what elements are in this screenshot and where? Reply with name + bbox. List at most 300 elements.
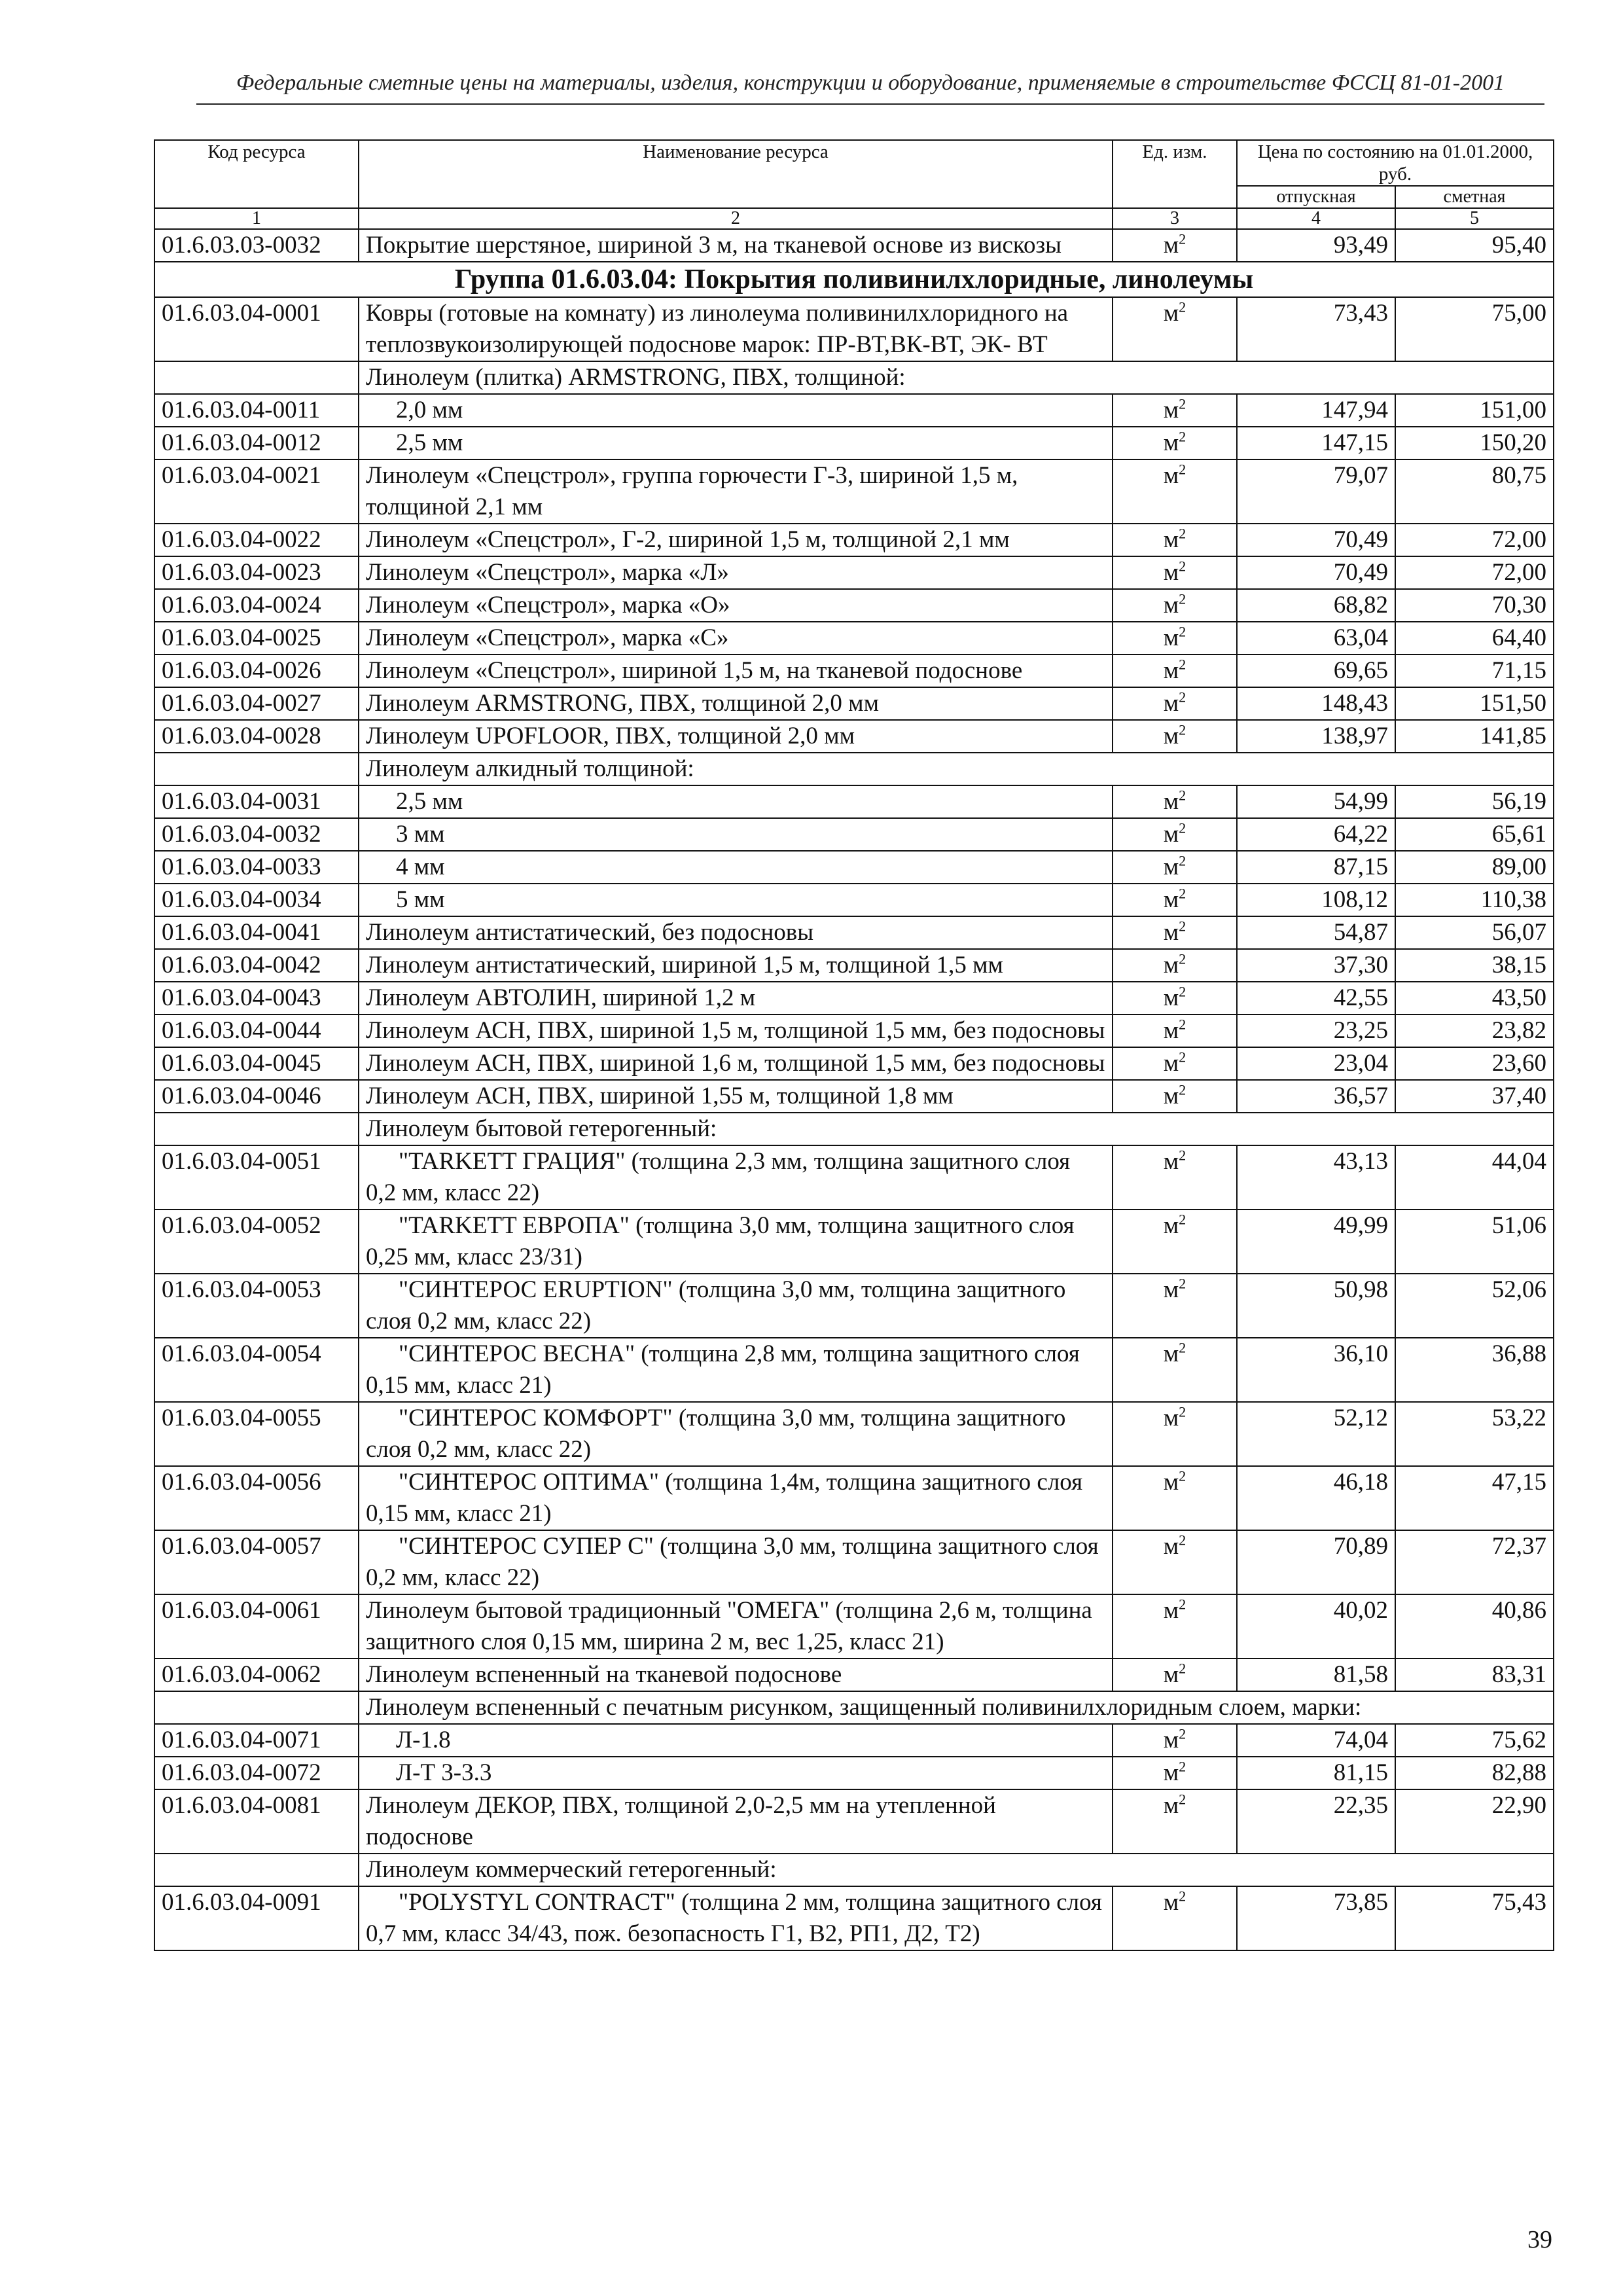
price-release: 70,89 <box>1237 1530 1395 1594</box>
unit-exponent: 2 <box>1179 1147 1186 1164</box>
unit-exponent: 2 <box>1179 428 1186 445</box>
price-release: 49,99 <box>1237 1210 1395 1274</box>
unit-cell <box>1113 1338 1237 1402</box>
unit-base: м <box>1163 1889 1179 1916</box>
unit-base: м <box>1163 690 1179 717</box>
price-release: 23,04 <box>1237 1047 1395 1080</box>
unit-base: м <box>1163 1148 1179 1175</box>
price-release: 68,82 <box>1237 589 1395 622</box>
price-release: 50,98 <box>1237 1274 1395 1338</box>
price-estimate: 23,60 <box>1395 1047 1554 1080</box>
table-row <box>154 982 1554 1014</box>
price-estimate: 47,15 <box>1395 1466 1554 1530</box>
price-release: 69,65 <box>1237 655 1395 687</box>
unit-exponent: 2 <box>1179 689 1186 706</box>
price-release: 46,18 <box>1237 1466 1395 1530</box>
page-header: Федеральные сметные цены на материалы, изделия, конструкции и оборудование, применяемые в строительстве ФССЦ 81-01-2001 <box>236 71 1505 95</box>
unit-exponent: 2 <box>1179 1467 1186 1484</box>
subheading-row <box>154 1854 1554 1886</box>
resource-code: 01.6.03.04-0091 <box>154 1886 359 1950</box>
table-row <box>154 1466 1554 1530</box>
unit-cell <box>1113 1789 1237 1854</box>
resource-name: 2,5 мм <box>359 785 1113 818</box>
col-header-unit: Ед. изм. <box>1113 140 1237 208</box>
unit-cell <box>1113 1659 1237 1691</box>
table-row <box>154 949 1554 982</box>
unit-exponent: 2 <box>1179 1275 1186 1292</box>
subheading-text: Линолеум бытовой гетерогенный: <box>359 1113 1554 1145</box>
table-row <box>154 394 1554 427</box>
unit-base: м <box>1163 1469 1179 1496</box>
unit-cell <box>1113 655 1237 687</box>
unit-cell <box>1113 1886 1237 1950</box>
price-release: 70,49 <box>1237 524 1395 556</box>
table-row <box>154 884 1554 916</box>
resource-code: 01.6.03.04-0061 <box>154 1594 359 1659</box>
unit-cell <box>1113 297 1237 361</box>
table-row <box>154 1145 1554 1210</box>
unit-base: м <box>1163 1533 1179 1560</box>
unit-cell <box>1113 1530 1237 1594</box>
table-row <box>154 818 1554 851</box>
price-estimate: 36,88 <box>1395 1338 1554 1402</box>
unit-exponent: 2 <box>1179 525 1186 542</box>
subheading-row <box>154 753 1554 785</box>
unit-cell <box>1113 459 1237 524</box>
resource-code: 01.6.03.04-0054 <box>154 1338 359 1402</box>
table-row <box>154 720 1554 753</box>
resource-name: "СИНТЕРОС СУПЕР С" (толщина 3,0 мм, толщина защитного слоя 0,2 мм, класс 22) <box>359 1530 1113 1594</box>
table-row <box>154 1530 1554 1594</box>
resource-code: 01.6.03.04-0056 <box>154 1466 359 1530</box>
table-row <box>154 524 1554 556</box>
resource-name: "СИНТЕРОС ОПТИМА" (толщина 1,4м, толщина защитного слоя 0,15 мм, класс 21) <box>359 1466 1113 1530</box>
price-estimate: 95,40 <box>1395 229 1554 262</box>
empty-code-cell <box>154 361 359 394</box>
col-header-estimate: сметная <box>1395 186 1554 208</box>
table-row <box>154 556 1554 589</box>
price-estimate: 72,37 <box>1395 1530 1554 1594</box>
unit-base: м <box>1163 821 1179 848</box>
resource-code: 01.6.03.04-0034 <box>154 884 359 916</box>
unit-exponent: 2 <box>1179 230 1186 247</box>
table-row <box>154 229 1554 262</box>
resource-code: 01.6.03.04-0053 <box>154 1274 359 1338</box>
unit-base: м <box>1163 1017 1179 1044</box>
unit-cell <box>1113 1724 1237 1757</box>
unit-exponent: 2 <box>1179 1888 1186 1905</box>
resource-name: 5 мм <box>359 884 1113 916</box>
empty-code-cell <box>154 1113 359 1145</box>
table-row <box>154 1757 1554 1789</box>
resource-code: 01.6.03.04-0081 <box>154 1789 359 1854</box>
price-estimate: 51,06 <box>1395 1210 1554 1274</box>
unit-exponent: 2 <box>1179 395 1186 412</box>
unit-base: м <box>1163 232 1179 259</box>
unit-cell <box>1113 1080 1237 1113</box>
price-estimate: 75,62 <box>1395 1724 1554 1757</box>
price-release: 73,85 <box>1237 1886 1395 1950</box>
price-release: 40,02 <box>1237 1594 1395 1659</box>
resource-name: Покрытие шерстяное, шириной 3 м, на тканевой основе из вискозы <box>359 229 1113 262</box>
unit-exponent: 2 <box>1179 1339 1186 1356</box>
price-estimate: 44,04 <box>1395 1145 1554 1210</box>
resource-name: Линолеум UPOFLOOR, ПВХ, толщиной 2,0 мм <box>359 720 1113 753</box>
price-release: 36,57 <box>1237 1080 1395 1113</box>
unit-base: м <box>1163 723 1179 749</box>
unit-base: м <box>1163 300 1179 327</box>
subheading-row <box>154 361 1554 394</box>
resource-code: 01.6.03.04-0043 <box>154 982 359 1014</box>
resource-name: Линолеум АВТОЛИН, шириной 1,2 м <box>359 982 1113 1014</box>
price-release: 93,49 <box>1237 229 1395 262</box>
price-estimate: 82,88 <box>1395 1757 1554 1789</box>
price-release: 108,12 <box>1237 884 1395 916</box>
unit-base: м <box>1163 853 1179 880</box>
resource-name: Линолеум бытовой традиционный "ОМЕГА" (толщина 2,6 м, толщина защитного слоя 0,15 мм, ширина 2 м, вес 1,25, класс 21) <box>359 1594 1113 1659</box>
resource-name: Линолеум ДЕКОР, ПВХ, толщиной 2,0-2,5 мм на утепленной подоснове <box>359 1789 1113 1854</box>
unit-base: м <box>1163 559 1179 586</box>
unit-cell <box>1113 1047 1237 1080</box>
price-estimate: 65,61 <box>1395 818 1554 851</box>
resource-code: 01.6.03.04-0011 <box>154 394 359 427</box>
resource-code: 01.6.03.04-0032 <box>154 818 359 851</box>
unit-cell <box>1113 785 1237 818</box>
resource-name: 2,0 мм <box>359 394 1113 427</box>
resource-name: "TARKETT ЕВРОПА" (толщина 3,0 мм, толщина защитного слоя 0,25 мм, класс 23/31) <box>359 1210 1113 1274</box>
unit-base: м <box>1163 919 1179 946</box>
unit-base: м <box>1163 788 1179 815</box>
unit-base: м <box>1163 624 1179 651</box>
page-number: 39 <box>1527 2226 1552 2253</box>
unit-cell <box>1113 949 1237 982</box>
unit-exponent: 2 <box>1179 1081 1186 1098</box>
resource-code: 01.6.03.04-0022 <box>154 524 359 556</box>
price-estimate: 56,07 <box>1395 916 1554 949</box>
table-row <box>154 655 1554 687</box>
resource-code: 01.6.03.04-0031 <box>154 785 359 818</box>
price-estimate: 75,00 <box>1395 297 1554 361</box>
resource-name: Линолеум вспененный на тканевой подоснове <box>359 1659 1113 1691</box>
unit-base: м <box>1163 526 1179 553</box>
price-release: 147,15 <box>1237 427 1395 459</box>
group-row <box>154 262 1554 297</box>
price-estimate: 110,38 <box>1395 884 1554 916</box>
resource-name: "СИНТЕРОС КОМФОРТ" (толщина 3,0 мм, толщина защитного слоя 0,2 мм, класс 22) <box>359 1402 1113 1466</box>
col-header-release: отпускная <box>1237 186 1395 208</box>
price-release: 43,13 <box>1237 1145 1395 1210</box>
resource-code: 01.6.03.04-0001 <box>154 297 359 361</box>
price-estimate: 75,43 <box>1395 1886 1554 1950</box>
unit-exponent: 2 <box>1179 1016 1186 1033</box>
unit-cell <box>1113 884 1237 916</box>
table-row <box>154 459 1554 524</box>
resource-code: 01.6.03.04-0027 <box>154 687 359 720</box>
unit-cell <box>1113 524 1237 556</box>
subheading-row <box>154 1691 1554 1724</box>
col-number: 3 <box>1113 208 1237 229</box>
unit-cell <box>1113 427 1237 459</box>
resource-code: 01.6.03.04-0041 <box>154 916 359 949</box>
price-release: 74,04 <box>1237 1724 1395 1757</box>
resource-code: 01.6.03.04-0072 <box>154 1757 359 1789</box>
resource-code: 01.6.03.04-0023 <box>154 556 359 589</box>
price-release: 23,25 <box>1237 1014 1395 1047</box>
unit-exponent: 2 <box>1179 983 1186 1000</box>
unit-exponent: 2 <box>1179 656 1186 673</box>
unit-base: м <box>1163 1212 1179 1239</box>
price-release: 22,35 <box>1237 1789 1395 1854</box>
unit-cell <box>1113 916 1237 949</box>
unit-cell <box>1113 818 1237 851</box>
resource-name: Л-Т 3-3.3 <box>359 1757 1113 1789</box>
price-estimate: 52,06 <box>1395 1274 1554 1338</box>
price-release: 54,99 <box>1237 785 1395 818</box>
empty-code-cell <box>154 1854 359 1886</box>
unit-cell <box>1113 589 1237 622</box>
resource-code: 01.6.03.04-0024 <box>154 589 359 622</box>
header-rule <box>196 103 1544 105</box>
resource-name: Линолеум «Спецстрол», марка «С» <box>359 622 1113 655</box>
price-estimate: 38,15 <box>1395 949 1554 982</box>
resource-code: 01.6.03.04-0026 <box>154 655 359 687</box>
price-estimate: 83,31 <box>1395 1659 1554 1691</box>
resource-name: "СИНТЕРОС ВЕСНА" (толщина 2,8 мм, толщина защитного слоя 0,15 мм, класс 21) <box>359 1338 1113 1402</box>
unit-base: м <box>1163 429 1179 456</box>
resource-name: Л-1.8 <box>359 1724 1113 1757</box>
price-estimate: 40,86 <box>1395 1594 1554 1659</box>
resource-code: 01.6.03.04-0045 <box>154 1047 359 1080</box>
table-row <box>154 1210 1554 1274</box>
unit-base: м <box>1163 984 1179 1011</box>
resource-name: Линолеум «Спецстрол», группа горючести Г-3, шириной 1,5 м, толщиной 2,1 мм <box>359 459 1113 524</box>
table-row <box>154 1338 1554 1402</box>
unit-base: м <box>1163 397 1179 423</box>
resource-name: Линолеум АСН, ПВХ, шириной 1,5 м, толщиной 1,5 мм, без подосновы <box>359 1014 1113 1047</box>
unit-base: м <box>1163 1727 1179 1753</box>
resource-code: 01.6.03.04-0055 <box>154 1402 359 1466</box>
resource-code: 01.6.03.04-0051 <box>154 1145 359 1210</box>
resource-code: 01.6.03.04-0052 <box>154 1210 359 1274</box>
resource-name: "POLYSTYL CONTRACT" (толщина 2 мм, толщина защитного слоя 0,7 мм, класс 34/43, пож. безопасность Г1, В2, РП1, Д2, Т2) <box>359 1886 1113 1950</box>
col-header-price: Цена по состоянию на 01.01.2000, руб. <box>1237 140 1554 186</box>
price-estimate: 23,82 <box>1395 1014 1554 1047</box>
subheading-text: Линолеум коммерческий гетерогенный: <box>359 1854 1554 1886</box>
unit-base: м <box>1163 1759 1179 1786</box>
unit-exponent: 2 <box>1179 1403 1186 1420</box>
unit-cell <box>1113 1466 1237 1530</box>
unit-base: м <box>1163 1405 1179 1431</box>
resource-name: Линолеум АСН, ПВХ, шириной 1,6 м, толщиной 1,5 мм, без подосновы <box>359 1047 1113 1080</box>
price-estimate: 53,22 <box>1395 1402 1554 1466</box>
resource-code: 01.6.03.04-0033 <box>154 851 359 884</box>
col-number: 2 <box>359 208 1113 229</box>
unit-exponent: 2 <box>1179 1660 1186 1677</box>
table-row <box>154 1274 1554 1338</box>
table-row <box>154 785 1554 818</box>
price-release: 70,49 <box>1237 556 1395 589</box>
subheading-text: Линолеум (плитка) ARMSTRONG, ПВХ, толщиной: <box>359 361 1554 394</box>
resource-name: Линолеум ARMSTRONG, ПВХ, толщиной 2,0 мм <box>359 687 1113 720</box>
resource-code: 01.6.03.04-0042 <box>154 949 359 982</box>
unit-cell <box>1113 687 1237 720</box>
price-estimate: 22,90 <box>1395 1789 1554 1854</box>
resource-name: 2,5 мм <box>359 427 1113 459</box>
table-row <box>154 1402 1554 1466</box>
unit-cell <box>1113 556 1237 589</box>
price-release: 87,15 <box>1237 851 1395 884</box>
price-estimate: 80,75 <box>1395 459 1554 524</box>
price-release: 81,15 <box>1237 1757 1395 1789</box>
price-release: 138,97 <box>1237 720 1395 753</box>
unit-exponent: 2 <box>1179 1596 1186 1613</box>
unit-base: м <box>1163 952 1179 978</box>
resource-name: Линолеум «Спецстрол», марка «О» <box>359 589 1113 622</box>
price-release: 42,55 <box>1237 982 1395 1014</box>
price-estimate: 37,40 <box>1395 1080 1554 1113</box>
price-release: 37,30 <box>1237 949 1395 982</box>
price-estimate: 72,00 <box>1395 524 1554 556</box>
unit-exponent: 2 <box>1179 461 1186 478</box>
price-estimate: 141,85 <box>1395 720 1554 753</box>
unit-base: м <box>1163 657 1179 684</box>
table-row <box>154 1594 1554 1659</box>
unit-base: м <box>1163 1792 1179 1819</box>
price-estimate: 150,20 <box>1395 427 1554 459</box>
unit-exponent: 2 <box>1179 885 1186 902</box>
resource-code: 01.6.03.04-0028 <box>154 720 359 753</box>
unit-cell <box>1113 720 1237 753</box>
unit-cell <box>1113 1594 1237 1659</box>
unit-cell <box>1113 851 1237 884</box>
price-estimate: 70,30 <box>1395 589 1554 622</box>
resource-name: 3 мм <box>359 818 1113 851</box>
resource-name: Ковры (готовые на комнату) из линолеума поливинилхлоридного на теплозвукоизолирующей подоснове марок: ПР-ВТ,ВК-ВТ, ЭК- ВТ <box>359 297 1113 361</box>
unit-base: м <box>1163 1661 1179 1688</box>
resource-code: 01.6.03.04-0062 <box>154 1659 359 1691</box>
resource-code: 01.6.03.04-0012 <box>154 427 359 459</box>
resource-code: 01.6.03.04-0044 <box>154 1014 359 1047</box>
unit-exponent: 2 <box>1179 590 1186 607</box>
price-estimate: 89,00 <box>1395 851 1554 884</box>
unit-cell <box>1113 1210 1237 1274</box>
col-number: 1 <box>154 208 359 229</box>
col-number: 4 <box>1237 208 1395 229</box>
price-release: 148,43 <box>1237 687 1395 720</box>
unit-exponent: 2 <box>1179 950 1186 967</box>
unit-exponent: 2 <box>1179 558 1186 575</box>
unit-base: м <box>1163 1276 1179 1303</box>
table-row <box>154 297 1554 361</box>
price-table <box>154 139 1554 1951</box>
unit-exponent: 2 <box>1179 1532 1186 1549</box>
unit-exponent: 2 <box>1179 1049 1186 1066</box>
unit-exponent: 2 <box>1179 918 1186 935</box>
resource-code: 01.6.03.04-0021 <box>154 459 359 524</box>
unit-exponent: 2 <box>1179 1758 1186 1775</box>
col-number: 5 <box>1395 208 1554 229</box>
price-estimate: 71,15 <box>1395 655 1554 687</box>
table-row <box>154 622 1554 655</box>
table-row <box>154 1047 1554 1080</box>
table-row <box>154 1014 1554 1047</box>
price-release: 73,43 <box>1237 297 1395 361</box>
subheading-text: Линолеум алкидный толщиной: <box>359 753 1554 785</box>
resource-name: Линолеум «Спецстрол», Г-2, шириной 1,5 м, толщиной 2,1 мм <box>359 524 1113 556</box>
resource-name: Линолеум антистатический, без подосновы <box>359 916 1113 949</box>
table-row <box>154 916 1554 949</box>
unit-cell <box>1113 1757 1237 1789</box>
unit-base: м <box>1163 462 1179 489</box>
resource-code: 01.6.03.04-0057 <box>154 1530 359 1594</box>
unit-exponent: 2 <box>1179 623 1186 640</box>
table-body <box>154 229 1554 1950</box>
table-row <box>154 687 1554 720</box>
unit-exponent: 2 <box>1179 787 1186 804</box>
unit-cell <box>1113 622 1237 655</box>
unit-exponent: 2 <box>1179 852 1186 869</box>
unit-exponent: 2 <box>1179 819 1186 836</box>
resource-code: 01.6.03.04-0071 <box>154 1724 359 1757</box>
unit-cell <box>1113 1274 1237 1338</box>
resource-code: 01.6.03.03-0032 <box>154 229 359 262</box>
unit-exponent: 2 <box>1179 298 1186 315</box>
unit-base: м <box>1163 1340 1179 1367</box>
price-estimate: 64,40 <box>1395 622 1554 655</box>
unit-base: м <box>1163 886 1179 913</box>
unit-cell <box>1113 982 1237 1014</box>
unit-base: м <box>1163 1050 1179 1077</box>
col-header-name: Наименование ресурса <box>359 140 1113 208</box>
subheading-text: Линолеум вспененный с печатным рисунком, защищенный поливинилхлоридным слоем, марки: <box>359 1691 1554 1724</box>
table-row <box>154 851 1554 884</box>
resource-code: 01.6.03.04-0025 <box>154 622 359 655</box>
price-release: 147,94 <box>1237 394 1395 427</box>
resource-name: 4 мм <box>359 851 1113 884</box>
resource-code: 01.6.03.04-0046 <box>154 1080 359 1113</box>
price-estimate: 72,00 <box>1395 556 1554 589</box>
table-row <box>154 1886 1554 1950</box>
price-release: 64,22 <box>1237 818 1395 851</box>
table-row <box>154 427 1554 459</box>
price-release: 36,10 <box>1237 1338 1395 1402</box>
table-row <box>154 1080 1554 1113</box>
price-estimate: 151,00 <box>1395 394 1554 427</box>
price-estimate: 151,50 <box>1395 687 1554 720</box>
resource-name: Линолеум антистатический, шириной 1,5 м, толщиной 1,5 мм <box>359 949 1113 982</box>
empty-code-cell <box>154 1691 359 1724</box>
price-release: 54,87 <box>1237 916 1395 949</box>
resource-name: Линолеум АСН, ПВХ, шириной 1,55 м, толщиной 1,8 мм <box>359 1080 1113 1113</box>
col-header-code: Код ресурса <box>154 140 359 208</box>
empty-code-cell <box>154 753 359 785</box>
unit-exponent: 2 <box>1179 721 1186 738</box>
resource-name: Линолеум «Спецстрол», марка «Л» <box>359 556 1113 589</box>
unit-cell <box>1113 1145 1237 1210</box>
unit-exponent: 2 <box>1179 1791 1186 1808</box>
price-release: 79,07 <box>1237 459 1395 524</box>
unit-cell <box>1113 229 1237 262</box>
price-release: 63,04 <box>1237 622 1395 655</box>
price-estimate: 43,50 <box>1395 982 1554 1014</box>
unit-cell <box>1113 1014 1237 1047</box>
table-row <box>154 1724 1554 1757</box>
unit-base: м <box>1163 592 1179 619</box>
unit-exponent: 2 <box>1179 1725 1186 1742</box>
unit-base: м <box>1163 1083 1179 1109</box>
unit-cell <box>1113 1402 1237 1466</box>
price-release: 52,12 <box>1237 1402 1395 1466</box>
